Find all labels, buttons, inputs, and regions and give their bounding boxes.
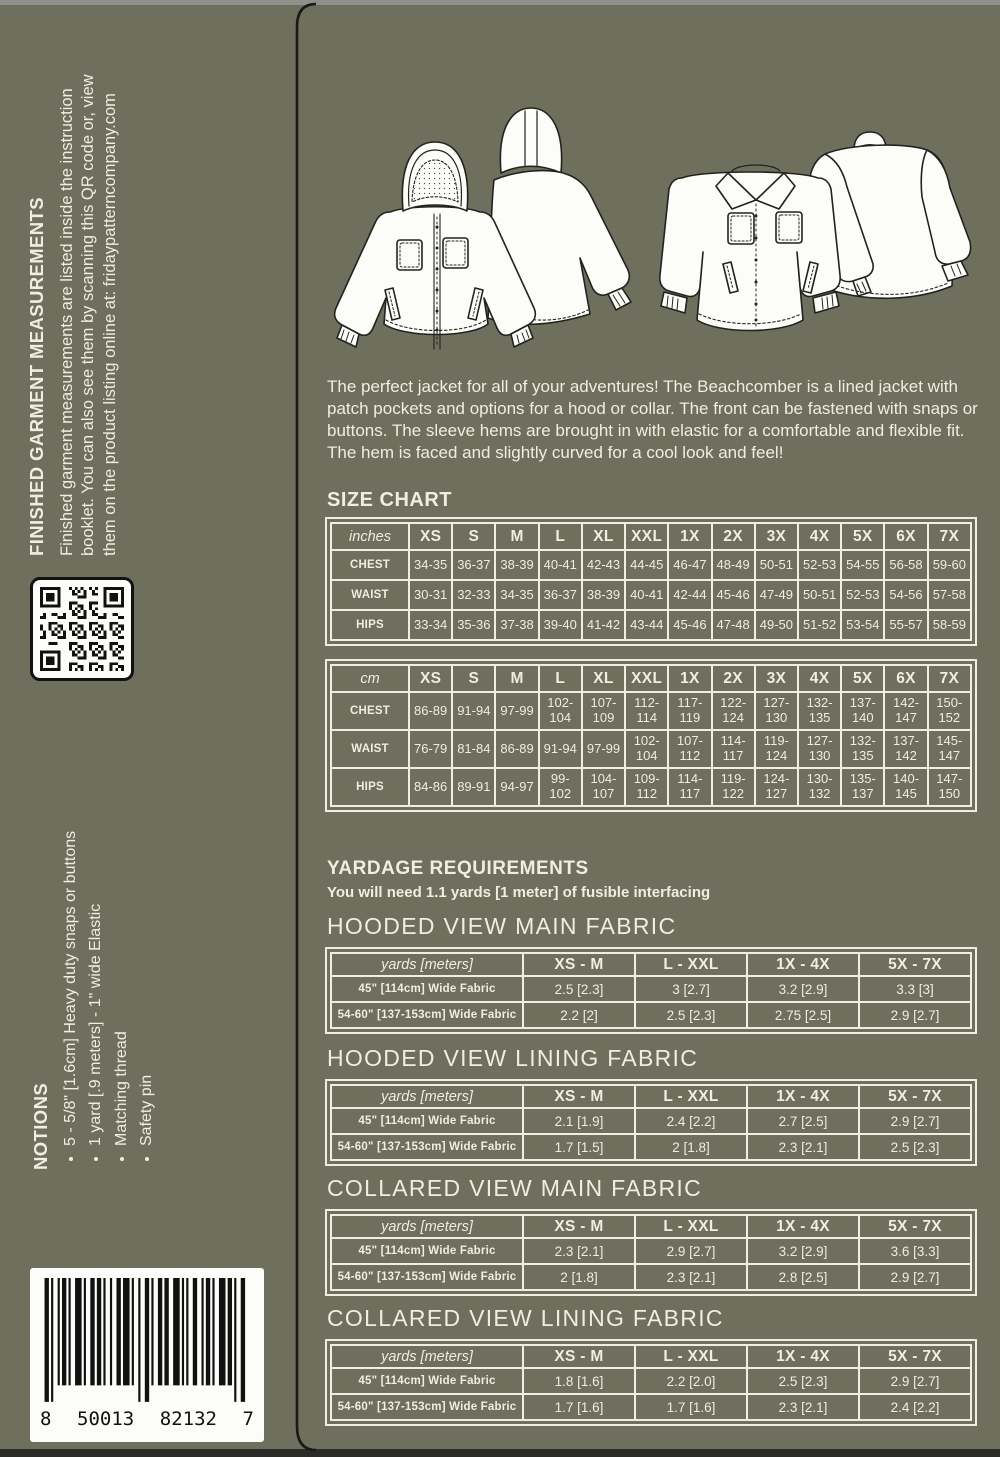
size-chart-heading: SIZE CHART bbox=[327, 489, 452, 511]
top-edge-strip bbox=[0, 0, 1000, 5]
row-label-cell: 45" [114cm] Wide Fabric bbox=[331, 1368, 523, 1394]
row-label-cell: 54-60" [137-153cm] Wide Fabric bbox=[331, 1394, 523, 1420]
size-chart-inches-table bbox=[325, 517, 977, 646]
value-cell: 99-102 bbox=[539, 768, 582, 806]
collared-main-fabric-table bbox=[325, 1209, 977, 1296]
value-cell: 54-55 bbox=[841, 550, 884, 580]
unit-header-cell: yards [meters] bbox=[331, 953, 523, 976]
size-header-cell: 4X bbox=[798, 665, 841, 692]
collared-lining-fabric-title: COLLARED VIEW LINING FABRIC bbox=[327, 1305, 724, 1331]
size-header-cell: 3X bbox=[755, 665, 798, 692]
unit-header-cell: yards [meters] bbox=[331, 1345, 523, 1368]
value-cell: 124-127 bbox=[755, 768, 798, 806]
value-cell: 2.3 [2.1] bbox=[747, 1134, 859, 1160]
value-cell: 55-57 bbox=[884, 610, 927, 640]
value-cell: 81-84 bbox=[452, 730, 495, 768]
size-header-cell: 5X bbox=[841, 665, 884, 692]
size-header-cell: 7X bbox=[928, 665, 971, 692]
barcode-left-digit: 8 bbox=[40, 1408, 52, 1430]
finished-measurements-heading: FINISHED GARMENT MEASUREMENTS bbox=[26, 197, 47, 556]
value-cell: 145-147 bbox=[928, 730, 971, 768]
value-cell: 91-94 bbox=[452, 692, 495, 730]
value-cell: 132-135 bbox=[841, 730, 884, 768]
value-cell: 1.7 [1.6] bbox=[635, 1394, 747, 1420]
value-cell: 2.2 [2.0] bbox=[635, 1368, 747, 1394]
unit-header-cell: inches bbox=[331, 523, 409, 550]
value-cell: 49-50 bbox=[755, 610, 798, 640]
row-label-cell: CHEST bbox=[331, 550, 409, 580]
hooded-lining-fabric-title: HOODED VIEW LINING FABRIC bbox=[327, 1045, 699, 1071]
size-header-cell: M bbox=[495, 523, 538, 550]
collared-front-view-illustration bbox=[660, 165, 840, 331]
value-cell: 127-130 bbox=[798, 730, 841, 768]
value-cell: 130-132 bbox=[798, 768, 841, 806]
value-cell: 3.2 [2.9] bbox=[747, 976, 859, 1002]
jacket-illustrations bbox=[298, 62, 990, 370]
value-cell: 2.9 [2.7] bbox=[859, 1368, 971, 1394]
row-label-cell: WAIST bbox=[331, 730, 409, 768]
value-cell: 52-53 bbox=[798, 550, 841, 580]
size-header-cell: L bbox=[539, 523, 582, 550]
value-cell: 34-35 bbox=[409, 550, 452, 580]
notions-item: • Matching thread bbox=[109, 804, 134, 1146]
value-cell: 102-104 bbox=[539, 692, 582, 730]
value-cell: 2.9 [2.7] bbox=[635, 1238, 747, 1264]
size-header-cell: XL bbox=[582, 523, 625, 550]
value-cell: 3.3 [3] bbox=[859, 976, 971, 1002]
value-cell: 137-140 bbox=[841, 692, 884, 730]
value-cell: 3.2 [2.9] bbox=[747, 1238, 859, 1264]
size-header-cell: XS - M bbox=[523, 1085, 635, 1108]
value-cell: 59-60 bbox=[928, 550, 971, 580]
row-label-cell: 45" [114cm] Wide Fabric bbox=[331, 1108, 523, 1134]
size-header-cell: S bbox=[452, 665, 495, 692]
value-cell: 53-54 bbox=[841, 610, 884, 640]
value-cell: 42-43 bbox=[582, 550, 625, 580]
value-cell: 36-37 bbox=[452, 550, 495, 580]
value-cell: 39-40 bbox=[539, 610, 582, 640]
value-cell: 51-52 bbox=[798, 610, 841, 640]
value-cell: 32-33 bbox=[452, 580, 495, 610]
barcode bbox=[30, 1268, 264, 1442]
value-cell: 2.2 [2] bbox=[523, 1002, 635, 1028]
value-cell: 132-135 bbox=[798, 692, 841, 730]
notions-item: • 5 - 5/8" [1.6cm] Heavy duty snaps or buttons bbox=[58, 804, 83, 1146]
collared-main-fabric-title: COLLARED VIEW MAIN FABRIC bbox=[327, 1175, 703, 1201]
value-cell: 45-46 bbox=[668, 610, 711, 640]
hooded-main-fabric-table bbox=[325, 947, 977, 1034]
size-header-cell: 1X - 4X bbox=[747, 1085, 859, 1108]
size-header-cell: 6X bbox=[884, 523, 927, 550]
row-label-cell: 54-60" [137-153cm] Wide Fabric bbox=[331, 1264, 523, 1290]
value-cell: 135-137 bbox=[841, 768, 884, 806]
hooded-front-view-illustration bbox=[335, 142, 536, 349]
size-header-cell: 1X bbox=[668, 665, 711, 692]
size-header-cell: XS - M bbox=[523, 1215, 635, 1238]
size-header-cell: XS - M bbox=[523, 1345, 635, 1368]
value-cell: 50-51 bbox=[755, 550, 798, 580]
size-header-cell: 1X - 4X bbox=[747, 1345, 859, 1368]
barcode-digits bbox=[38, 1408, 256, 1430]
value-cell: 2.5 [2.3] bbox=[635, 1002, 747, 1028]
value-cell: 37-38 bbox=[495, 610, 538, 640]
hooded-lining-fabric-table bbox=[325, 1079, 977, 1166]
value-cell: 36-37 bbox=[539, 580, 582, 610]
value-cell: 43-44 bbox=[625, 610, 668, 640]
value-cell: 2.9 [2.7] bbox=[859, 1002, 971, 1028]
size-header-cell: XXL bbox=[625, 523, 668, 550]
size-header-cell: 3X bbox=[755, 523, 798, 550]
row-label-cell: HIPS bbox=[331, 768, 409, 806]
size-header-cell: 2X bbox=[712, 665, 755, 692]
value-cell: 91-94 bbox=[539, 730, 582, 768]
value-cell: 2.75 [2.5] bbox=[747, 1002, 859, 1028]
value-cell: 140-145 bbox=[884, 768, 927, 806]
yardage-interfacing-note: You will need 1.1 yards [1 meter] of fusible interfacing bbox=[327, 884, 711, 901]
value-cell: 50-51 bbox=[798, 580, 841, 610]
size-header-cell: 1X - 4X bbox=[747, 953, 859, 976]
value-cell: 137-142 bbox=[884, 730, 927, 768]
value-cell: 2 [1.8] bbox=[635, 1134, 747, 1160]
value-cell: 89-91 bbox=[452, 768, 495, 806]
hooded-main-fabric-title: HOODED VIEW MAIN FABRIC bbox=[327, 913, 677, 939]
value-cell: 119-124 bbox=[755, 730, 798, 768]
value-cell: 1.7 [1.5] bbox=[523, 1134, 635, 1160]
value-cell: 47-48 bbox=[712, 610, 755, 640]
value-cell: 38-39 bbox=[582, 580, 625, 610]
value-cell: 107-109 bbox=[582, 692, 625, 730]
value-cell: 33-34 bbox=[409, 610, 452, 640]
value-cell: 94-97 bbox=[495, 768, 538, 806]
value-cell: 2.5 [2.3] bbox=[747, 1368, 859, 1394]
row-label-cell: WAIST bbox=[331, 580, 409, 610]
size-header-cell: 2X bbox=[712, 523, 755, 550]
value-cell: 2.1 [1.9] bbox=[523, 1108, 635, 1134]
size-header-cell: 5X - 7X bbox=[859, 1345, 971, 1368]
size-header-cell: L - XXL bbox=[635, 1215, 747, 1238]
value-cell: 97-99 bbox=[495, 692, 538, 730]
value-cell: 30-31 bbox=[409, 580, 452, 610]
product-description: The perfect jacket for all of your adventures! The Beachcomber is a lined jacket with patch pockets and options for a hood or collar. The front can be fastened with snaps or buttons. The sleeve hems are brought in with elastic for a comfortable and flexible fit. The hem is faced and slightly curved for a cool look and feel! bbox=[327, 377, 978, 463]
value-cell: 119-122 bbox=[712, 768, 755, 806]
value-cell: 54-56 bbox=[884, 580, 927, 610]
barcode-group2: 82132 bbox=[159, 1408, 217, 1430]
value-cell: 46-47 bbox=[668, 550, 711, 580]
size-header-cell: 7X bbox=[928, 523, 971, 550]
value-cell: 1.8 [1.6] bbox=[523, 1368, 635, 1394]
notions-block bbox=[30, 804, 172, 1170]
value-cell: 86-89 bbox=[409, 692, 452, 730]
value-cell: 97-99 bbox=[582, 730, 625, 768]
value-cell: 109-112 bbox=[625, 768, 668, 806]
value-cell: 150-152 bbox=[928, 692, 971, 730]
value-cell: 84-86 bbox=[409, 768, 452, 806]
value-cell: 2.3 [2.1] bbox=[635, 1264, 747, 1290]
value-cell: 2.5 [2.3] bbox=[859, 1134, 971, 1160]
row-label-cell: 54-60" [137-153cm] Wide Fabric bbox=[331, 1002, 523, 1028]
size-header-cell: 5X - 7X bbox=[859, 953, 971, 976]
row-label-cell: 45" [114cm] Wide Fabric bbox=[331, 976, 523, 1002]
finished-measurements-body: Finished garment measurements are listed inside the instruction booklet. You can also see them by scanning this QR code or, view them on the product listing online at: fridaypatterncompany.com bbox=[58, 74, 119, 556]
value-cell: 1.7 [1.6] bbox=[523, 1394, 635, 1420]
notions-item: • Safety pin bbox=[134, 804, 159, 1146]
size-header-cell: XS bbox=[409, 523, 452, 550]
value-cell: 142-147 bbox=[884, 692, 927, 730]
size-chart-cm-table bbox=[325, 659, 977, 812]
size-header-cell: 1X - 4X bbox=[747, 1215, 859, 1238]
size-header-cell: M bbox=[495, 665, 538, 692]
value-cell: 86-89 bbox=[495, 730, 538, 768]
value-cell: 112-114 bbox=[625, 692, 668, 730]
qr-code-icon bbox=[30, 577, 134, 681]
value-cell: 44-45 bbox=[625, 550, 668, 580]
value-cell: 3 [2.7] bbox=[635, 976, 747, 1002]
value-cell: 3.6 [3.3] bbox=[859, 1238, 971, 1264]
notions-list bbox=[58, 804, 159, 1170]
unit-header-cell: yards [meters] bbox=[331, 1215, 523, 1238]
bottom-edge-strip bbox=[0, 1449, 1000, 1457]
value-cell: 2.8 [2.5] bbox=[747, 1264, 859, 1290]
size-header-cell: XL bbox=[582, 665, 625, 692]
value-cell: 56-58 bbox=[884, 550, 927, 580]
notions-heading: NOTIONS bbox=[30, 1082, 51, 1170]
value-cell: 41-42 bbox=[582, 610, 625, 640]
size-header-cell: 5X - 7X bbox=[859, 1085, 971, 1108]
value-cell: 2 [1.8] bbox=[523, 1264, 635, 1290]
value-cell: 47-49 bbox=[755, 580, 798, 610]
row-label-cell: CHEST bbox=[331, 692, 409, 730]
row-label-cell: 54-60" [137-153cm] Wide Fabric bbox=[331, 1134, 523, 1160]
unit-header-cell: yards [meters] bbox=[331, 1085, 523, 1108]
collared-lining-fabric-table bbox=[325, 1339, 977, 1426]
size-header-cell: L - XXL bbox=[635, 953, 747, 976]
value-cell: 147-150 bbox=[928, 768, 971, 806]
size-header-cell: XS bbox=[409, 665, 452, 692]
size-header-cell: 5X bbox=[841, 523, 884, 550]
barcode-right-digit: 7 bbox=[242, 1408, 254, 1430]
value-cell: 102-104 bbox=[625, 730, 668, 768]
value-cell: 2.9 [2.7] bbox=[859, 1264, 971, 1290]
size-header-cell: 1X bbox=[668, 523, 711, 550]
yardage-requirements-heading: YARDAGE REQUIREMENTS bbox=[327, 858, 589, 879]
value-cell: 2.5 [2.3] bbox=[523, 976, 635, 1002]
value-cell: 42-44 bbox=[668, 580, 711, 610]
size-header-cell: S bbox=[452, 523, 495, 550]
value-cell: 117-119 bbox=[668, 692, 711, 730]
finished-measurements-block bbox=[26, 54, 138, 556]
size-header-cell: XS - M bbox=[523, 953, 635, 976]
size-header-cell: L bbox=[539, 665, 582, 692]
row-label-cell: HIPS bbox=[331, 610, 409, 640]
size-header-cell: XXL bbox=[625, 665, 668, 692]
value-cell: 76-79 bbox=[409, 730, 452, 768]
value-cell: 40-41 bbox=[539, 550, 582, 580]
size-header-cell: L - XXL bbox=[635, 1345, 747, 1368]
size-header-cell: 5X - 7X bbox=[859, 1215, 971, 1238]
value-cell: 58-59 bbox=[928, 610, 971, 640]
value-cell: 2.4 [2.2] bbox=[635, 1108, 747, 1134]
value-cell: 2.3 [2.1] bbox=[747, 1394, 859, 1420]
size-header-cell: 6X bbox=[884, 665, 927, 692]
value-cell: 2.7 [2.5] bbox=[747, 1108, 859, 1134]
value-cell: 2.9 [2.7] bbox=[859, 1108, 971, 1134]
value-cell: 2.4 [2.2] bbox=[859, 1394, 971, 1420]
value-cell: 35-36 bbox=[452, 610, 495, 640]
value-cell: 45-46 bbox=[712, 580, 755, 610]
barcode-group1: 50013 bbox=[77, 1408, 135, 1430]
value-cell: 107-112 bbox=[668, 730, 711, 768]
size-header-cell: L - XXL bbox=[635, 1085, 747, 1108]
value-cell: 114-117 bbox=[668, 768, 711, 806]
value-cell: 52-53 bbox=[841, 580, 884, 610]
notions-item: • 1 yard [.9 meters] - 1" wide Elastic bbox=[83, 804, 108, 1146]
value-cell: 2.3 [2.1] bbox=[523, 1238, 635, 1264]
unit-header-cell: cm bbox=[331, 665, 409, 692]
value-cell: 122-124 bbox=[712, 692, 755, 730]
value-cell: 114-117 bbox=[712, 730, 755, 768]
value-cell: 40-41 bbox=[625, 580, 668, 610]
value-cell: 57-58 bbox=[928, 580, 971, 610]
value-cell: 48-49 bbox=[712, 550, 755, 580]
row-label-cell: 45" [114cm] Wide Fabric bbox=[331, 1238, 523, 1264]
value-cell: 104-107 bbox=[582, 768, 625, 806]
size-header-cell: 4X bbox=[798, 523, 841, 550]
value-cell: 34-35 bbox=[495, 580, 538, 610]
value-cell: 127-130 bbox=[755, 692, 798, 730]
value-cell: 38-39 bbox=[495, 550, 538, 580]
